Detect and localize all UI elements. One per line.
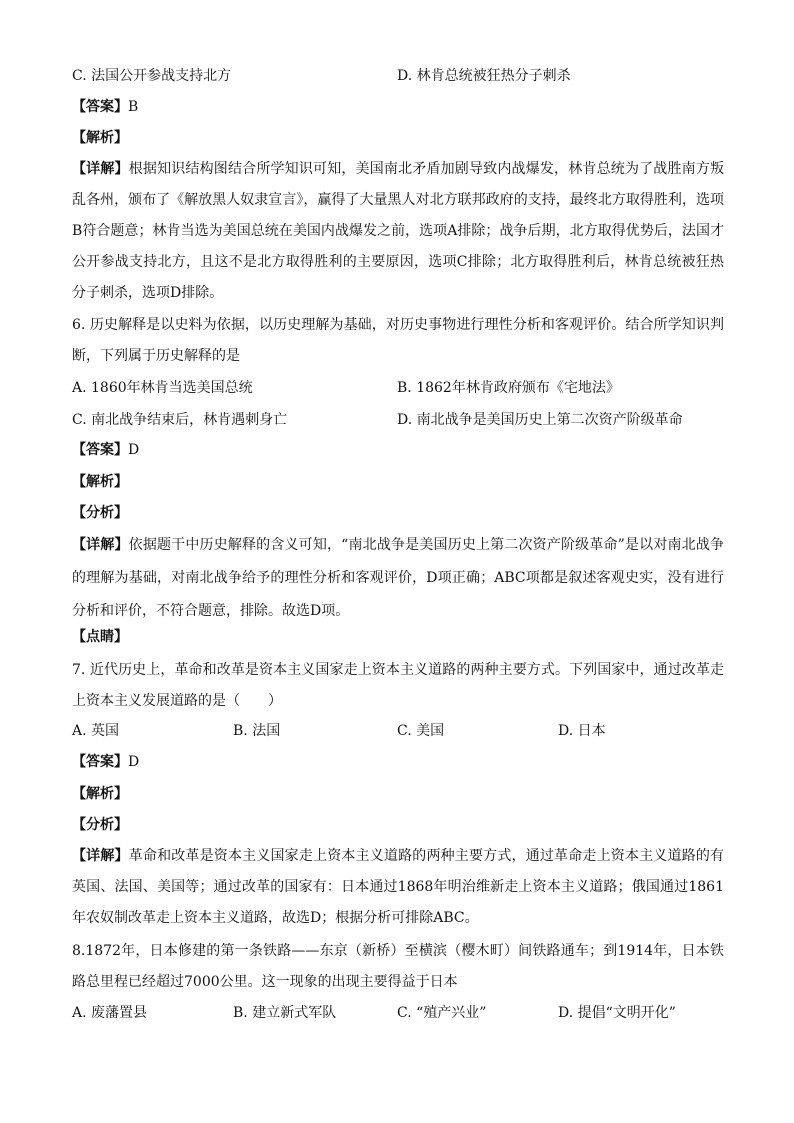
q6-option-b: B. 1862年林肯政府颁布《宅地法》 (397, 380, 620, 396)
q6-fenxi-label: 【分析】 (72, 505, 128, 521)
detail-label: 【详解】 (72, 537, 129, 553)
answer-label: 【答案】 (72, 442, 128, 458)
q7-detail (72, 841, 724, 934)
q8-option-b: B. 建立新式军队 (233, 1005, 337, 1021)
answer-value: B (128, 99, 139, 115)
detail-label: 【详解】 (72, 161, 129, 177)
answer-label: 【答案】 (72, 754, 128, 770)
q8-option-a: A. 废藩置县 (72, 1005, 148, 1021)
q7-option-a: A. 英国 (72, 723, 120, 739)
answer-value: D (128, 442, 140, 458)
q7-option-c: C. 美国 (397, 723, 445, 739)
q7-option-b: B. 法国 (233, 723, 281, 739)
q6-option-d: D. 南北战争是美国历史上第二次资产阶级革命 (397, 412, 683, 428)
q5-analysis-label: 【解析】 (72, 130, 128, 146)
q7-fenxi-label: 【分析】 (72, 817, 128, 833)
q7-stem: 7. 近代历史上，革命和改革是资本主义国家走上资本主义道路的两种主要方式。下列国家中，通过改革走上资本主义发展道路的是（ ） (72, 662, 724, 709)
q6-analysis-label: 【解析】 (72, 474, 128, 490)
detail-label: 【详解】 (72, 848, 129, 864)
q6-detail (72, 529, 724, 628)
answer-value: D (128, 754, 140, 770)
q5-option-c: C. 法国公开参战支持北方 (72, 68, 232, 84)
q6-option-c: C. 南北战争结束后，林肯遇刺身亡 (72, 412, 288, 428)
q5-detail (72, 154, 724, 309)
q6-answer (72, 440, 139, 460)
q6-option-a: A. 1860年林肯当选美国总统 (72, 380, 253, 396)
q6-stem: 6. 历史解释是以史料为依据，以历史理解为基础，对历史事物进行理性分析和客观评价。结合所学知识判断，下列属于历史解释的是 (72, 317, 724, 364)
q5-answer (72, 97, 138, 117)
q7-answer (72, 752, 139, 772)
q7-analysis-label: 【解析】 (72, 786, 128, 802)
q8-stem: 8.1872年，日本修建的第一条铁路——东京（新桥）至横滨（樱木町）间铁路通车；到1914年，日本铁路总里程已经超过7000公里。这一现象的出现主要得益于日本 (72, 943, 724, 990)
detail-text: 根据知识结构图结合所学知识可知，美国南北矛盾加剧导致内战爆发，林肯总统为了战胜南方叛乱各州，颁布了《解放黑人奴隶宣言》，赢得了大量黑人对北方联邦政府的支持，最终北方取得胜利，选项B符合题意；林肯当选为美国总统在美国内战爆发之前，选项A排除；战争后期，北方取得优势后，法国才公开参战支持北方，且这不是北方取得胜利的主要原因，选项C排除；北方取得胜利后，林肯总统被狂热分子刺杀，选项D排除。 (72, 161, 725, 301)
q7-option-d: D. 日本 (558, 723, 606, 739)
q8-option-c: C. “殖产兴业” (397, 1005, 487, 1021)
answer-label: 【答案】 (72, 99, 128, 115)
detail-text: 依据题干中历史解释的含义可知，“南北战争是美国历史上第二次资产阶级革命”是以对南北战争的理解为基础，对南北战争给予的理性分析和客观评价，D项正确；ABC项都是叙述客观史实，没有进行分析和评价，不符合题意，排除。故选D项。 (72, 537, 725, 619)
q6-dianjing-label: 【点睛】 (72, 629, 128, 645)
q8-option-d: D. 提倡“文明开化” (558, 1005, 676, 1021)
q5-option-d: D. 林肯总统被狂热分子刺杀 (397, 68, 571, 84)
detail-text: 革命和改革是资本主义国家走上资本主义道路的两种主要方式，通过革命走上资本主义道路的有英国、法国、美国等；通过改革的国家有：日本通过1868年明治维新走上资本主义道路；俄国通过1861年农奴制改革走上资本主义道路，故选D；根据分析可排除ABC。 (72, 848, 725, 926)
